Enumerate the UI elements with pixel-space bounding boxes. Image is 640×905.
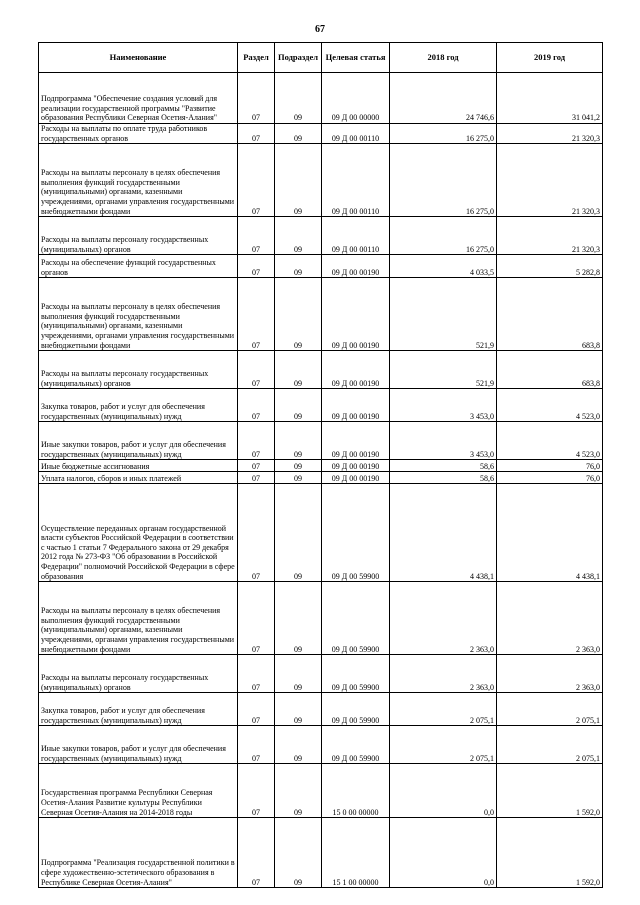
row-subsection-cell: 09: [275, 255, 322, 278]
row-section-cell: 07: [238, 422, 275, 460]
row-subsection-cell: 09: [275, 124, 322, 144]
row-article-cell: 09 Д 00 59900: [322, 484, 390, 582]
row-name-cell: Иные закупки товаров, работ и услуг для обеспечения государственных (муниципальных) нужд: [39, 422, 238, 460]
row-2018-cell: 16 275,0: [390, 144, 497, 217]
row-section-cell: 07: [238, 655, 275, 693]
row-2019-cell: 2 075,1: [497, 726, 603, 764]
row-article-cell: 09 Д 00 00110: [322, 124, 390, 144]
row-name-cell: Расходы на выплаты персоналу государственных (муниципальных) органов: [39, 217, 238, 255]
row-article-cell: 09 Д 00 00110: [322, 144, 390, 217]
row-article-cell: 09 Д 00 00190: [322, 278, 390, 351]
row-name-cell: Расходы на выплаты персоналу государственных (муниципальных) органов: [39, 351, 238, 389]
row-section-cell: 07: [238, 582, 275, 655]
header-article: Целевая статья: [322, 43, 390, 73]
row-2018-cell: 24 746,6: [390, 73, 497, 124]
row-2018-cell: 2 075,1: [390, 693, 497, 726]
row-subsection-cell: 09: [275, 351, 322, 389]
row-subsection-cell: 09: [275, 472, 322, 484]
table-row: [39, 278, 603, 351]
row-2019-cell: 21 320,3: [497, 124, 603, 144]
row-2018-cell: 3 453,0: [390, 389, 497, 422]
row-subsection-cell: 09: [275, 278, 322, 351]
row-name-cell: Расходы на выплаты персоналу государственных (муниципальных) органов: [39, 655, 238, 693]
row-subsection-cell: 09: [275, 582, 322, 655]
table-row: [39, 124, 603, 144]
row-section-cell: 07: [238, 460, 275, 472]
row-2019-cell: 4 523,0: [497, 389, 603, 422]
row-2018-cell: 2 363,0: [390, 582, 497, 655]
row-section-cell: 07: [238, 818, 275, 888]
row-subsection-cell: 09: [275, 484, 322, 582]
row-2019-cell: 683,8: [497, 351, 603, 389]
row-name-cell: Подпрограмма "Реализация государственной политики в сфере художественно-эстетического образования в Республике Северная Осетия-Алания": [39, 818, 238, 888]
header-year-2019: 2019 год: [497, 43, 603, 73]
row-article-cell: 09 Д 00 00190: [322, 460, 390, 472]
table-row: [39, 73, 603, 124]
row-2019-cell: 21 320,3: [497, 217, 603, 255]
row-article-cell: 09 Д 00 59900: [322, 582, 390, 655]
row-name-cell: Подпрограмма "Обеспечение создания условий для реализации государственной программы "Развитие образования Республики Северная Осетия-Алания": [39, 73, 238, 124]
row-subsection-cell: 09: [275, 655, 322, 693]
table-row: [39, 144, 603, 217]
row-name-cell: Иные закупки товаров, работ и услуг для обеспечения государственных (муниципальных) нужд: [39, 726, 238, 764]
row-name-cell: Закупка товаров, работ и услуг для обеспечения государственных (муниципальных) нужд: [39, 693, 238, 726]
row-name-cell: Иные бюджетные ассигнования: [39, 460, 238, 472]
row-2019-cell: 1 592,0: [497, 764, 603, 818]
table-row: [39, 726, 603, 764]
table-row: [39, 693, 603, 726]
row-section-cell: 07: [238, 472, 275, 484]
row-subsection-cell: 09: [275, 818, 322, 888]
row-2019-cell: 2 075,1: [497, 693, 603, 726]
row-name-cell: Расходы на выплаты персоналу в целях обеспечения выполнения функций государственными (муниципальными) органами, казенными учреждениями, органами управления государственными внебюджетными фондами: [39, 144, 238, 217]
header-subsection: Подраздел: [275, 43, 322, 73]
row-2019-cell: 2 363,0: [497, 582, 603, 655]
row-2018-cell: 2 075,1: [390, 726, 497, 764]
row-name-cell: Закупка товаров, работ и услуг для обеспечения государственных (муниципальных) нужд: [39, 389, 238, 422]
row-2018-cell: 58,6: [390, 472, 497, 484]
table-row: [39, 422, 603, 460]
row-subsection-cell: 09: [275, 764, 322, 818]
row-2019-cell: 21 320,3: [497, 144, 603, 217]
row-2019-cell: 31 041,2: [497, 73, 603, 124]
row-2018-cell: 0,0: [390, 764, 497, 818]
row-article-cell: 09 Д 00 59900: [322, 693, 390, 726]
row-2018-cell: 16 275,0: [390, 217, 497, 255]
row-2018-cell: 0,0: [390, 818, 497, 888]
table-row: [39, 460, 603, 472]
budget-table: [38, 42, 603, 888]
row-subsection-cell: 09: [275, 460, 322, 472]
table-row: [39, 351, 603, 389]
row-2019-cell: 2 363,0: [497, 655, 603, 693]
row-2019-cell: 1 592,0: [497, 818, 603, 888]
row-2018-cell: 521,9: [390, 351, 497, 389]
table-row: [39, 389, 603, 422]
header-name: Наименование: [39, 43, 238, 73]
header-section: Раздел: [238, 43, 275, 73]
row-subsection-cell: 09: [275, 389, 322, 422]
row-section-cell: 07: [238, 484, 275, 582]
row-subsection-cell: 09: [275, 726, 322, 764]
row-2018-cell: 521,9: [390, 278, 497, 351]
table-row: [39, 655, 603, 693]
row-subsection-cell: 09: [275, 693, 322, 726]
row-article-cell: 09 Д 00 00190: [322, 422, 390, 460]
row-article-cell: 09 Д 00 59900: [322, 726, 390, 764]
row-article-cell: 09 Д 00 00190: [322, 255, 390, 278]
table-row: [39, 764, 603, 818]
row-article-cell: 15 0 00 00000: [322, 764, 390, 818]
row-article-cell: 09 Д 00 00110: [322, 217, 390, 255]
row-section-cell: 07: [238, 351, 275, 389]
row-name-cell: Расходы на выплаты персоналу в целях обеспечения выполнения функций государственными (муниципальными) органами, казенными учреждениями, органами управления государственными внебюджетными фондами: [39, 582, 238, 655]
row-subsection-cell: 09: [275, 217, 322, 255]
row-subsection-cell: 09: [275, 144, 322, 217]
row-2019-cell: 4 523,0: [497, 422, 603, 460]
row-2019-cell: 76,0: [497, 472, 603, 484]
row-name-cell: Уплата налогов, сборов и иных платежей: [39, 472, 238, 484]
row-section-cell: 07: [238, 255, 275, 278]
row-2018-cell: 3 453,0: [390, 422, 497, 460]
row-2018-cell: 2 363,0: [390, 655, 497, 693]
row-name-cell: Расходы на обеспечение функций государственных органов: [39, 255, 238, 278]
row-section-cell: 07: [238, 764, 275, 818]
row-2019-cell: 76,0: [497, 460, 603, 472]
row-2018-cell: 58,6: [390, 460, 497, 472]
row-name-cell: Государственная программа Республики Северная Осетия-Алания Развитие культуры Республики Северная Осетия-Алания на 2014-2018 годы: [39, 764, 238, 818]
row-article-cell: 09 Д 00 00000: [322, 73, 390, 124]
row-name-cell: Расходы на выплаты по оплате труда работников государственных органов: [39, 124, 238, 144]
table-row: [39, 217, 603, 255]
row-name-cell: Осуществление переданных органам государственной власти субъектов Российской Федерации в соответствии с частью 1 статьи 7 Федерального закона от 29 декабря 2012 года № 273-ФЗ "Об образовании в Российской Федерации" полномочий Российской Федерации в сфере образования: [39, 484, 238, 582]
header-year-2018: 2018 год: [390, 43, 497, 73]
row-2018-cell: 4 033,5: [390, 255, 497, 278]
page-number: 67: [315, 24, 325, 35]
row-section-cell: 07: [238, 124, 275, 144]
row-section-cell: 07: [238, 278, 275, 351]
table-row: [39, 472, 603, 484]
row-section-cell: 07: [238, 217, 275, 255]
row-name-cell: Расходы на выплаты персоналу в целях обеспечения выполнения функций государственными (муниципальными) органами, казенными учреждениями, органами управления государственными внебюджетными фондами: [39, 278, 238, 351]
row-2018-cell: 4 438,1: [390, 484, 497, 582]
table-header-row: [39, 43, 603, 73]
row-section-cell: 07: [238, 144, 275, 217]
row-article-cell: 09 Д 00 59900: [322, 655, 390, 693]
row-subsection-cell: 09: [275, 422, 322, 460]
table-row: [39, 818, 603, 888]
table-row: [39, 255, 603, 278]
row-subsection-cell: 09: [275, 73, 322, 124]
row-article-cell: 09 Д 00 00190: [322, 472, 390, 484]
table-row: [39, 484, 603, 582]
row-section-cell: 07: [238, 726, 275, 764]
row-2019-cell: 4 438,1: [497, 484, 603, 582]
table-row: [39, 582, 603, 655]
row-2019-cell: 683,8: [497, 278, 603, 351]
row-2019-cell: 5 282,8: [497, 255, 603, 278]
row-article-cell: 09 Д 00 00190: [322, 351, 390, 389]
row-section-cell: 07: [238, 73, 275, 124]
row-section-cell: 07: [238, 693, 275, 726]
row-2018-cell: 16 275,0: [390, 124, 497, 144]
row-section-cell: 07: [238, 389, 275, 422]
row-article-cell: 15 1 00 00000: [322, 818, 390, 888]
row-article-cell: 09 Д 00 00190: [322, 389, 390, 422]
